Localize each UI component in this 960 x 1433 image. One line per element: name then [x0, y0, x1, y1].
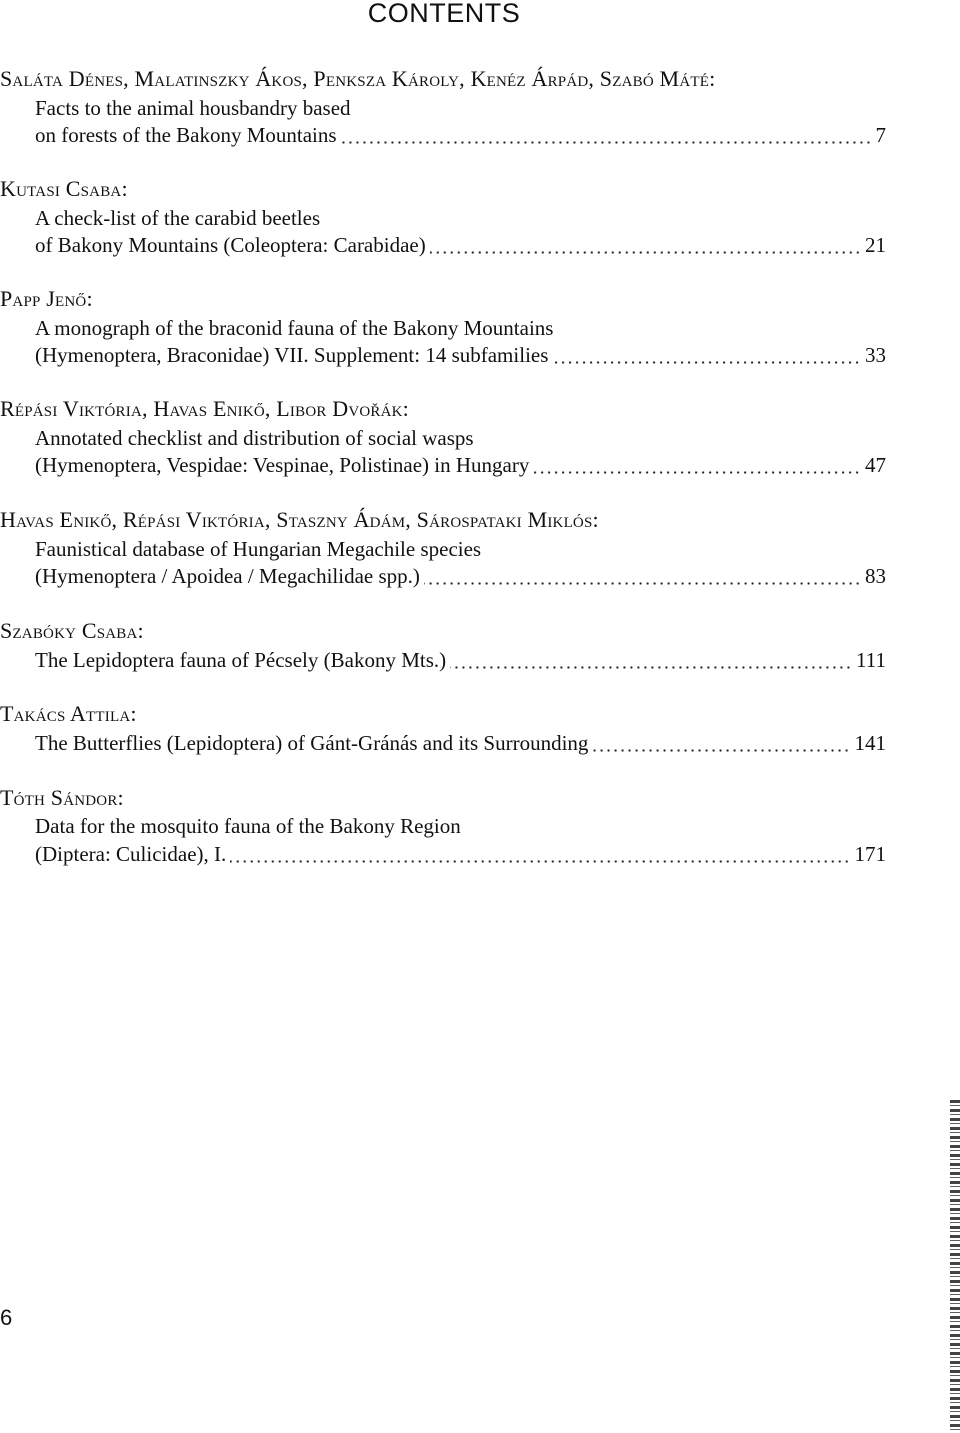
entry-title-line: Annotated checklist and distribution of social wasps [35, 426, 474, 450]
entry-title-text: The Butterflies (Lepidoptera) of Gánt-Gránás and its Surrounding [35, 731, 589, 755]
entry-authors: Kutasi Csaba: [0, 176, 128, 201]
entry-title-last-line [35, 233, 886, 258]
dot-leader [450, 666, 852, 669]
entry-authors: Takács Attila: [0, 701, 137, 726]
entry-title-last-line [35, 564, 886, 589]
entry-title-text: (Diptera: Culicidae), I. [35, 842, 227, 866]
entry-title-last-line [35, 453, 886, 478]
entry-page-number: 21 [865, 233, 886, 257]
entry-page-number: 33 [865, 343, 886, 367]
entry-page-number: 171 [854, 842, 886, 866]
scan-edge-artifact [950, 1100, 960, 1430]
dot-leader [230, 860, 850, 863]
dot-leader [592, 749, 850, 752]
entry-title-text: The Lepidoptera fauna of Pécsely (Bakony Mts.) [35, 648, 447, 672]
entry-title-text: (Hymenoptera, Vespidae: Vespinae, Polistinae) in Hungary [35, 453, 530, 477]
entry-title-line: A monograph of the braconid fauna of the Bakony Mountains [35, 316, 554, 340]
entry-title-last-line [35, 343, 886, 368]
entry-authors: Havas Enikő, Répási Viktória, Staszny Ádám, Sárospataki Miklós: [0, 507, 599, 532]
entry-title-text: (Hymenoptera / Apoidea / Megachilidae spp.) [35, 564, 420, 588]
entry-page-number: 83 [865, 564, 886, 588]
dot-leader [341, 141, 872, 144]
entry-title-last-line [35, 842, 886, 867]
entry-title-last-line [35, 648, 886, 673]
page-number: 6 [0, 1305, 13, 1330]
entry-authors: Tóth Sándor: [0, 785, 124, 810]
entry-title-text: of Bakony Mountains (Coleoptera: Carabidae) [35, 233, 426, 257]
entry-title-text: (Hymenoptera, Braconidae) VII. Supplement: 14 subfamilies [35, 343, 549, 367]
entry-authors: Szabóky Csaba: [0, 618, 144, 643]
entry-page-number: 141 [854, 731, 886, 755]
entry-title-text: on forests of the Bakony Mountains [35, 123, 337, 147]
dot-leader [533, 471, 861, 474]
dot-leader [430, 251, 861, 254]
entry-title-last-line [35, 123, 886, 148]
entry-title-line: Data for the mosquito fauna of the Bakony Region [35, 814, 461, 838]
entry-page-number: 7 [875, 123, 886, 147]
entry-authors: Papp Jenő: [0, 286, 93, 311]
entry-authors: Saláta Dénes, Malatinszky Ákos, Penksza Károly, Kenéz Árpád, Szabó Máté: [0, 66, 716, 91]
entry-title-line: A check-list of the carabid beetles [35, 206, 321, 230]
dot-leader [424, 582, 861, 585]
entry-page-number: 111 [856, 648, 886, 672]
page-title: CONTENTS [367, 0, 521, 28]
entry-page-number: 47 [865, 453, 886, 477]
dot-leader [552, 361, 861, 364]
entry-title-last-line [35, 731, 886, 756]
entry-title-line: Faunistical database of Hungarian Megachile species [35, 537, 482, 561]
entry-authors: Répási Viktória, Havas Enikő, Libor Dvořák: [0, 396, 409, 421]
entry-title-line: Facts to the animal housbandry based [35, 96, 351, 120]
